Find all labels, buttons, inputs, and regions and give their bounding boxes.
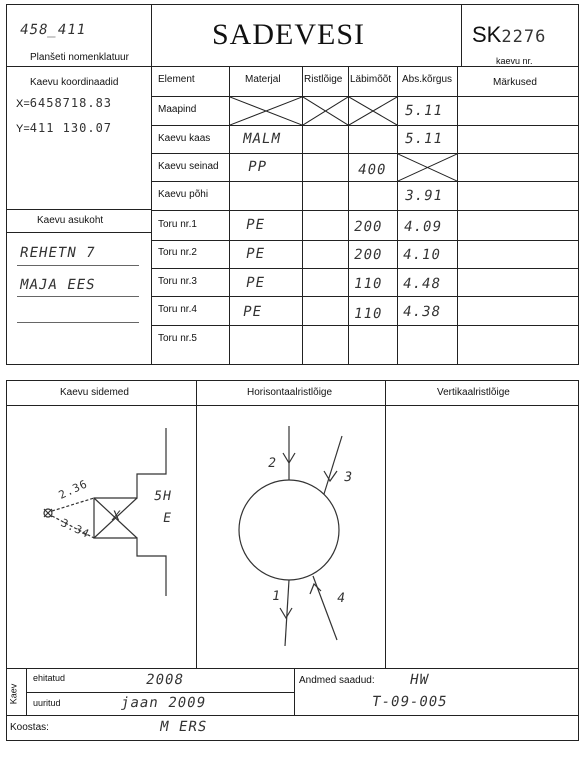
author-value: M ERS [158,719,209,735]
nomenclature-label: Planšeti nomenklatuur [30,52,129,63]
row-material: PE [244,217,267,233]
page-title: SADEVESI [212,18,366,51]
location-label: Kaevu asukoht [37,215,104,226]
well-number-label: kaevu nr. [496,56,533,66]
sketch-header-horizontal: Horisontaalristlõige [247,387,333,398]
row-abs-height: 5.11 [403,103,445,119]
row-element: Toru nr.1 [158,219,197,230]
coordinate-y-prefix: Y= [16,123,30,135]
crossed-out-cell [230,97,302,125]
row-abs-height: 4.10 [401,247,443,263]
horizontal-section-sketch [197,406,385,668]
distance-label-1: 2.36 [56,477,90,502]
row-material: PE [244,246,267,262]
row-material: PE [244,275,267,291]
sketch-header-vertical: Vertikaalristlõige [437,387,510,398]
row-diameter: 200 [352,219,384,235]
row-abs-height: 3.91 [403,188,445,204]
pipe-label-1: 1 [270,589,283,604]
column-header-abs-height: Abs.kõrgus [402,74,453,85]
location-line-2: MAJA EES [18,277,97,293]
column-header-material: Materjal [245,74,281,85]
crossed-out-cell [349,97,397,125]
row-element: Toru nr.3 [158,276,197,287]
pipe-label-3: 3 [342,470,355,485]
row-diameter: 200 [352,247,384,263]
building-label-1: 5H [152,489,173,504]
surveyed-label: uuritud [33,698,61,708]
row-abs-height: 4.48 [401,276,443,292]
coordinate-y [16,121,112,135]
row-diameter: 400 [356,162,388,178]
row-abs-height: 5.11 [403,131,445,147]
data-received-label: Andmed saadud: [299,675,375,686]
column-header-diameter: Läbimõõt [350,74,392,85]
row-element: Kaevu põhi [158,189,209,200]
row-material: PP [246,159,269,175]
built-value: 2008 [144,672,186,688]
row-diameter: 110 [352,306,384,322]
coordinate-x-prefix: X= [16,98,30,110]
row-element: Kaevu seinad [158,161,219,172]
row-element: Toru nr.4 [158,304,197,315]
well-number-value: 2276 [501,27,547,47]
crossed-out-cell [398,154,457,181]
row-material: PE [241,304,264,320]
coordinate-y-value: 411 130.07 [29,121,113,135]
distance-label-2: 3.34 [58,516,92,541]
surveyed-value: jaan 2009 [119,695,208,711]
row-element: Kaevu kaas [158,133,211,144]
row-abs-height: 4.38 [401,304,443,320]
crossed-out-cell [303,97,348,125]
box-mark: X [110,509,123,524]
building-label-2: E [161,511,174,526]
well-number-prefix: SK [472,22,502,47]
data-received-value-1: HW [408,672,431,688]
pipe-label-2: 2 [266,456,279,471]
row-element: Maapind [158,104,197,115]
built-label: ehitatud [33,673,66,683]
well-number [472,22,546,48]
sketch-header-connections: Kaevu sidemed [60,387,129,398]
coordinates-label: Kaevu koordinaadid [30,77,119,88]
coordinate-x [16,96,112,110]
nomenclature-value: 458_411 [18,22,88,38]
row-element: Toru nr.2 [158,247,197,258]
row-element: Toru nr.5 [158,333,197,344]
pipe-label-4: 4 [335,591,348,606]
data-received-value-2: T-09-005 [370,694,449,710]
column-header-remarks: Märkused [493,77,537,88]
row-abs-height: 4.09 [402,219,444,235]
location-line-1: REHETN 7 [18,245,97,261]
footer-side-label: Kaev [8,683,19,705]
column-header-element: Element [158,74,195,85]
author-label: Koostas: [10,722,49,733]
row-diameter: 110 [352,276,384,292]
coordinate-x-value: 6458718.83 [29,96,113,110]
connections-sketch [7,406,196,668]
row-material: MALM [241,131,283,147]
column-header-cross-section: Ristlõige [304,74,343,85]
